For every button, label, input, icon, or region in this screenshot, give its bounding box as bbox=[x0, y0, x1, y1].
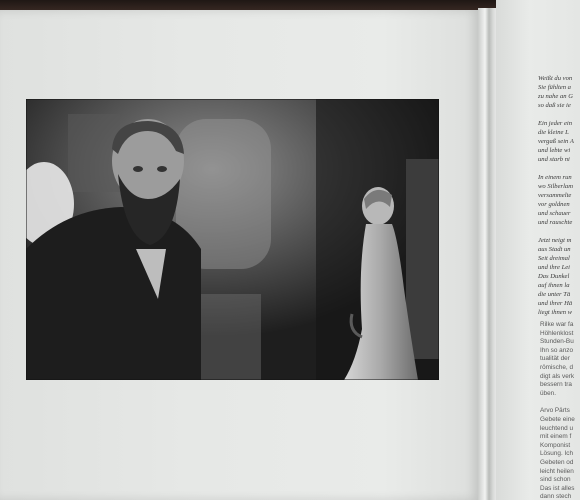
prose-line: bessern tra bbox=[540, 381, 572, 389]
prose-line: Gebeten od bbox=[540, 458, 574, 466]
prose-line: sind schon bbox=[540, 476, 571, 484]
poem-line: auf ihnen la bbox=[538, 282, 570, 289]
right-page bbox=[496, 0, 580, 500]
prose-paragraph bbox=[540, 321, 580, 398]
prose-line: digt als verk bbox=[540, 372, 575, 380]
photograph bbox=[26, 99, 439, 380]
poem-line: zu nahe an G bbox=[538, 93, 573, 100]
prose-line: Gebete eine bbox=[540, 415, 575, 423]
prose-line: römische, d bbox=[540, 363, 574, 371]
poem-stanza bbox=[538, 236, 580, 317]
book-gutter bbox=[478, 8, 498, 500]
poem-line: wo Silberlam bbox=[538, 183, 573, 190]
prose-line: tualität der bbox=[540, 355, 570, 363]
poem-line: und ihrer Hä bbox=[538, 300, 573, 307]
poem-line: aus Stadt un bbox=[538, 246, 571, 253]
poem-line: Seit dreimal bbox=[538, 255, 570, 262]
poem-line: und rauschte bbox=[538, 219, 573, 226]
prose-line: mit einem f bbox=[540, 433, 572, 441]
poem-line: Sie fühlten a bbox=[538, 84, 571, 91]
poem-line: vor goldnen bbox=[538, 201, 570, 208]
poem-line: so daß sie ie bbox=[538, 102, 571, 109]
prose-line: Arvo Pärts bbox=[540, 407, 570, 415]
prose-line: leicht heilen bbox=[540, 467, 574, 475]
poem-line: die kleine L bbox=[538, 129, 569, 136]
prose-text bbox=[540, 321, 580, 500]
poem-text bbox=[538, 74, 580, 326]
poem-line: und lebte wi bbox=[538, 147, 571, 154]
poem-stanza bbox=[538, 119, 580, 164]
poem-line: Ein jeder ein bbox=[538, 120, 573, 127]
prose-line: Ihn so anzo bbox=[540, 346, 574, 354]
poem-line: und ihre Lei bbox=[538, 264, 570, 271]
prose-line: dann stech bbox=[540, 493, 572, 500]
prose-line: Höhlenklost bbox=[540, 329, 574, 337]
poem-line: vergaß sein A bbox=[538, 138, 574, 145]
prose-line: Komponist bbox=[540, 441, 571, 449]
poem-stanza bbox=[538, 74, 580, 110]
poem-line: die unter Tä bbox=[538, 291, 571, 298]
poem-line: versammelte bbox=[538, 192, 572, 199]
prose-paragraph bbox=[540, 407, 580, 500]
poem-line: In einem run bbox=[538, 174, 572, 181]
poem-line: Weißt du von bbox=[538, 75, 573, 82]
poem-line: liegt ihnen w bbox=[538, 309, 573, 316]
prose-line: leuchtend u bbox=[540, 424, 574, 432]
prose-line: Rilke war fa bbox=[540, 321, 574, 328]
poem-line: und schauer bbox=[538, 210, 571, 217]
poem-stanza bbox=[538, 173, 580, 227]
poem-line: Jetzt neigt m bbox=[538, 237, 572, 244]
prose-line: Das ist alles bbox=[540, 484, 575, 492]
photograph-scene bbox=[26, 99, 439, 380]
poem-line: und starb ni bbox=[538, 156, 570, 163]
poem-line: Das Dunkel bbox=[538, 273, 570, 280]
prose-line: Stunden-Bu bbox=[540, 338, 574, 346]
prose-line: Lösung. Ich bbox=[540, 450, 574, 458]
prose-line: üben. bbox=[540, 389, 556, 397]
